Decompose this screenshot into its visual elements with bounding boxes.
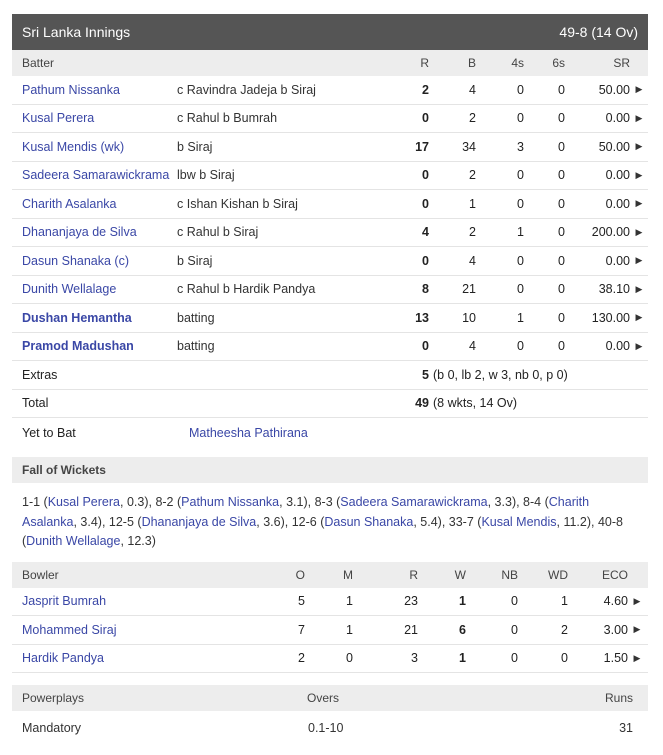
fow-score: 12-5: [108, 514, 134, 529]
batter-runs: 8: [422, 282, 429, 297]
fow-player-link[interactable]: Pathum Nissanka: [181, 495, 280, 509]
bowler-noballs: 0: [511, 622, 518, 637]
caret-right-icon[interactable]: ▶: [635, 226, 643, 237]
batter-sixes: 0: [558, 310, 565, 325]
powerplay-label: Mandatory: [22, 721, 82, 735]
caret-right-icon[interactable]: ▶: [635, 283, 643, 294]
batter-balls: 1: [469, 196, 476, 211]
batter-balls: 34: [462, 139, 476, 154]
batter-balls: 2: [469, 225, 476, 240]
batter-sixes: 0: [558, 111, 565, 126]
batter-runs: 0: [422, 168, 429, 183]
batter-fours: 0: [517, 253, 524, 268]
bowler-row[interactable]: [12, 645, 648, 674]
bowling-header-row: [12, 562, 648, 588]
bowler-name[interactable]: Jasprit Bumrah: [22, 594, 107, 609]
batter-row[interactable]: [12, 304, 648, 333]
batter-balls: 4: [469, 82, 476, 97]
bowler-maidens: 0: [346, 651, 353, 666]
batter-sr: 50.00: [598, 139, 630, 154]
bowler-runs: 23: [404, 594, 418, 609]
batter-dismissal: lbw b Siraj: [177, 168, 235, 183]
batter-balls: 2: [469, 168, 476, 183]
bowler-wides: 2: [561, 622, 568, 637]
caret-right-icon[interactable]: ▶: [633, 595, 641, 606]
batter-balls: 21: [462, 282, 476, 297]
bowler-wickets: 6: [459, 622, 466, 637]
caret-right-icon[interactable]: ▶: [635, 340, 643, 351]
batter-sr: 0.00: [605, 196, 630, 211]
batter-runs: 4: [422, 225, 429, 240]
caret-right-icon[interactable]: ▶: [635, 198, 643, 209]
powerplays-runs-col: Runs: [604, 691, 633, 705]
col-overs: O: [295, 567, 305, 582]
batter-dismissal: batting: [177, 339, 215, 354]
batter-row[interactable]: [12, 247, 648, 276]
bowler-name[interactable]: Hardik Pandya: [22, 651, 104, 666]
batter-balls: 4: [469, 253, 476, 268]
fow-over: 11.2: [563, 514, 587, 529]
extras-label: Extras: [22, 367, 58, 382]
fow-header: [12, 457, 648, 483]
batter-row[interactable]: [12, 190, 648, 219]
batter-fours: 0: [517, 111, 524, 126]
powerplays-title: Powerplays: [22, 691, 85, 705]
batter-name[interactable]: Dhananjaya de Silva: [22, 225, 137, 240]
scorecard: [12, 14, 648, 745]
batter-runs: 0: [422, 253, 429, 268]
col-economy: ECO: [601, 567, 628, 582]
col-balls: B: [467, 56, 476, 70]
bowler-name[interactable]: Mohammed Siraj: [22, 622, 117, 637]
batter-name[interactable]: Pramod Madushan: [22, 339, 134, 354]
col-noballs: NB: [501, 567, 518, 582]
batter-name[interactable]: Charith Asalanka: [22, 196, 117, 211]
fow-over: 3.1: [286, 495, 304, 509]
fow-score: 8-4: [523, 495, 542, 509]
batter-name[interactable]: Sadeera Samarawickrama: [22, 168, 170, 183]
batter-dismissal: batting: [177, 310, 215, 325]
yet-to-bat-label: Yet to Bat: [22, 426, 76, 440]
fow-over: 5.4: [420, 514, 438, 529]
fall-of-wickets: 1-1 (Kusal Perera, 0.3), 8-2 (Pathum Nissanka, 3.1), 8-3 (Sadeera Samarawickrama, 3.3), 8-4 (Charith Asalanka, 3.4), 12-5 (Dhananjaya de Silva, 3.6), 12-6 (Dasun Shanaka, 5.4), 33-7 (Kusal Mendis, 11.2), 40-8 (Dunith Wellalage, 12.3): [22, 495, 623, 548]
col-maidens: M: [343, 567, 353, 582]
total-label: Total: [22, 396, 49, 411]
col-sixes: 6s: [552, 56, 565, 70]
batter-name[interactable]: Dunith Wellalage: [22, 282, 117, 297]
batter-sixes: 0: [558, 139, 565, 154]
batter-name[interactable]: Kusal Perera: [22, 111, 95, 126]
batter-dismissal: c Rahul b Bumrah: [177, 111, 278, 126]
extras-value: 5: [422, 367, 429, 382]
col-wickets: W: [454, 567, 466, 582]
bowler-wickets: 1: [459, 651, 466, 666]
bowler-wides: 0: [561, 651, 568, 666]
batter-sr: 0.00: [605, 253, 630, 268]
fow-over: 3.4: [80, 514, 98, 529]
batter-dismissal: c Ishan Kishan b Siraj: [177, 196, 298, 211]
batting-rows: [12, 76, 648, 361]
yet-to-bat-player[interactable]: Matheesha Pathirana: [189, 426, 308, 440]
batter-dismissal: b Siraj: [177, 139, 213, 154]
batter-row[interactable]: [12, 76, 648, 105]
batter-fours: 0: [517, 282, 524, 297]
powerplays-rows: [12, 711, 648, 745]
col-batter: Batter: [22, 56, 55, 70]
batter-row[interactable]: [12, 105, 648, 134]
total-row: [12, 390, 648, 419]
batter-fours: 1: [517, 225, 524, 240]
bowler-wides: 1: [561, 594, 568, 609]
extras-detail: (b 0, lb 2, w 3, nb 0, p 0): [433, 367, 568, 382]
batter-sixes: 0: [558, 196, 565, 211]
batter-sixes: 0: [558, 282, 565, 297]
batter-row[interactable]: [12, 219, 648, 248]
batter-sr: 0.00: [605, 111, 630, 126]
powerplay-overs: 0.1-10: [308, 721, 344, 735]
fow-player-link[interactable]: Charith Asalanka: [22, 495, 590, 529]
fow-player-link[interactable]: Sadeera Samarawickrama: [340, 495, 488, 509]
batting-header-row: [12, 50, 648, 76]
fow-score: 1-1: [22, 495, 41, 509]
bowler-row[interactable]: [12, 616, 648, 645]
fow-player-link[interactable]: Kusal Perera: [47, 495, 120, 509]
batter-name[interactable]: Kusal Mendis (wk): [22, 139, 125, 154]
batter-dismissal: c Rahul b Siraj: [177, 225, 259, 240]
caret-right-icon[interactable]: ▶: [635, 169, 643, 180]
batter-sr: 38.10: [598, 282, 630, 297]
batter-sixes: 0: [558, 225, 565, 240]
batter-name[interactable]: Pathum Nissanka: [22, 82, 120, 97]
fow-score: 8-2: [155, 495, 174, 509]
caret-right-icon[interactable]: ▶: [635, 112, 643, 123]
col-fours: 4s: [511, 56, 524, 70]
bowler-row[interactable]: [12, 588, 648, 617]
bowler-maidens: 1: [346, 622, 353, 637]
powerplays-overs-col: Overs: [307, 691, 340, 705]
fow-score: 40-8: [597, 514, 623, 529]
bowler-economy: 1.50: [603, 651, 628, 666]
fow-over: 0.3: [126, 495, 145, 509]
batter-balls: 2: [469, 111, 476, 126]
col-sr: SR: [613, 56, 630, 70]
extras-row: [12, 361, 648, 390]
bowler-economy: 3.00: [603, 622, 628, 637]
caret-right-icon[interactable]: ▶: [633, 624, 641, 635]
caret-right-icon[interactable]: ▶: [635, 255, 643, 266]
batter-sr: 0.00: [605, 168, 630, 183]
batter-runs: 17: [415, 139, 429, 154]
fow-over: 3.3: [494, 495, 512, 509]
caret-right-icon[interactable]: ▶: [633, 652, 641, 663]
bowler-wickets: 1: [459, 594, 466, 609]
batter-dismissal: b Siraj: [177, 253, 213, 268]
fow-score: 12-6: [291, 514, 317, 529]
col-bowl-runs: R: [409, 567, 418, 582]
innings-score: 49-8 (14 Ov): [559, 24, 638, 40]
batter-sr: 200.00: [591, 225, 630, 240]
batter-fours: 0: [517, 82, 524, 97]
fow-player-link[interactable]: Dhananjaya de Silva: [141, 514, 257, 529]
batter-fours: 1: [517, 310, 524, 325]
batter-sr: 50.00: [598, 82, 630, 97]
batter-name[interactable]: Dushan Hemantha: [22, 310, 132, 325]
batter-balls: 10: [462, 310, 476, 325]
bowler-runs: 3: [411, 651, 418, 666]
batter-fours: 0: [517, 168, 524, 183]
total-value: 49: [415, 396, 429, 411]
caret-right-icon[interactable]: ▶: [635, 312, 643, 323]
batter-fours: 0: [517, 339, 524, 354]
batter-runs: 2: [422, 82, 429, 97]
batter-name[interactable]: Dasun Shanaka (c): [22, 253, 130, 268]
fow-over: 3.6: [263, 514, 281, 529]
powerplay-runs: 31: [619, 721, 633, 735]
bowler-noballs: 0: [511, 651, 518, 666]
batter-dismissal: c Ravindra Jadeja b Siraj: [177, 82, 316, 97]
fow-player-link[interactable]: Dunith Wellalage: [26, 534, 121, 548]
batter-sixes: 0: [558, 168, 565, 183]
fow-title: Fall of Wickets: [22, 463, 106, 477]
bowler-economy: 4.60: [603, 594, 628, 609]
batter-sixes: 0: [558, 82, 565, 97]
col-bowler: Bowler: [22, 567, 59, 582]
col-runs: R: [420, 56, 429, 70]
batter-runs: 0: [422, 111, 429, 126]
fow-player-link[interactable]: Kusal Mendis: [481, 514, 557, 529]
batter-runs: 13: [415, 310, 429, 325]
batter-dismissal: c Rahul b Hardik Pandya: [177, 282, 316, 297]
batter-balls: 4: [469, 339, 476, 354]
bowling-rows: [12, 588, 648, 674]
batter-row[interactable]: [12, 333, 648, 362]
caret-right-icon[interactable]: ▶: [635, 84, 643, 95]
batter-fours: 0: [517, 196, 524, 211]
col-wides: WD: [548, 567, 568, 582]
batter-runs: 0: [422, 339, 429, 354]
bowler-overs: 2: [298, 651, 305, 666]
batter-row[interactable]: [12, 276, 648, 305]
bowler-runs: 21: [404, 622, 418, 637]
batter-sr: 0.00: [605, 339, 630, 354]
innings-header[interactable]: [12, 14, 648, 50]
powerplays-header: [12, 685, 648, 711]
fow-score: 33-7: [448, 514, 474, 529]
fow-player-link[interactable]: Dasun Shanaka: [324, 514, 414, 529]
batter-sr: 130.00: [591, 310, 630, 325]
batter-sixes: 0: [558, 253, 565, 268]
innings-title: Sri Lanka Innings: [22, 24, 131, 40]
batter-row[interactable]: [12, 133, 648, 162]
batter-runs: 0: [422, 196, 429, 211]
caret-right-icon[interactable]: ▶: [635, 141, 643, 152]
fow-score: 8-3: [314, 495, 333, 509]
batter-fours: 3: [517, 139, 524, 154]
batter-sixes: 0: [558, 339, 565, 354]
total-detail: (8 wkts, 14 Ov): [433, 396, 518, 411]
bowler-noballs: 0: [511, 594, 518, 609]
powerplay-row: [12, 711, 648, 745]
bowler-overs: 5: [298, 594, 305, 609]
yet-to-bat-row: [12, 418, 648, 448]
fow-over: 12.3: [127, 534, 152, 548]
batter-row[interactable]: [12, 162, 648, 191]
bowler-maidens: 1: [346, 594, 353, 609]
bowler-overs: 7: [298, 622, 305, 637]
